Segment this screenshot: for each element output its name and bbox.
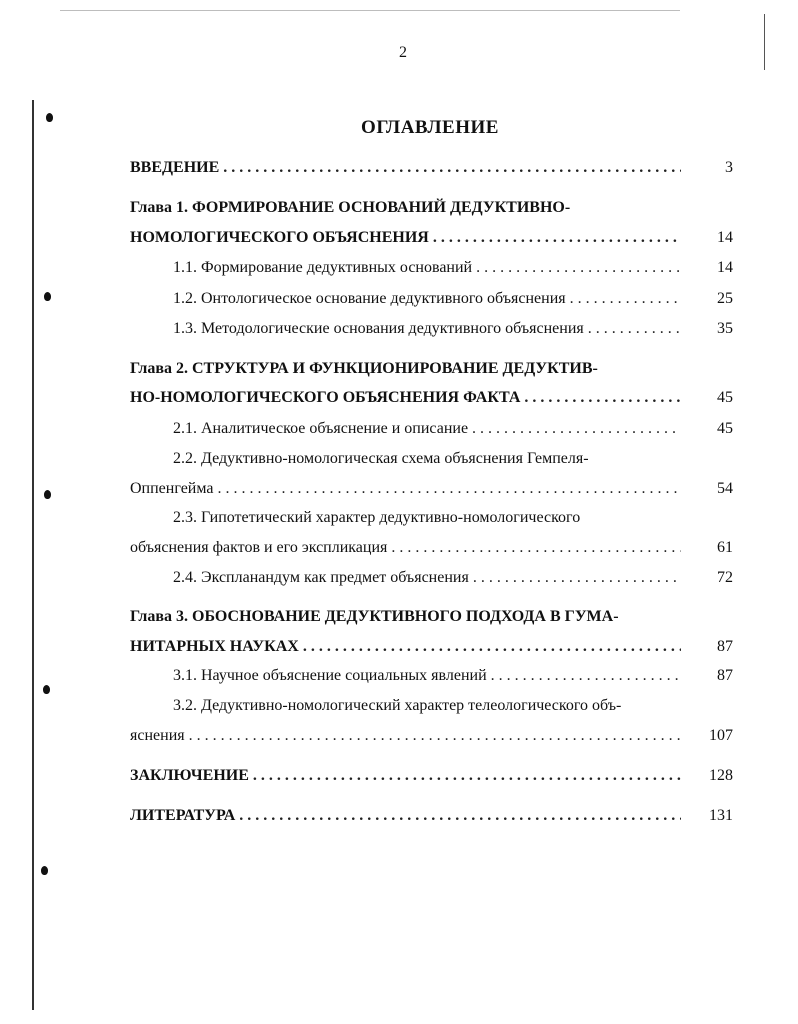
leader-dots (253, 766, 681, 786)
toc-entry-text: ЗАКЛЮЧЕНИЕ (130, 767, 249, 784)
toc-section[interactable] (173, 419, 733, 439)
toc-entry-text: 3.2. Дедуктивно-номологический характер телеологического объ- (173, 697, 622, 714)
toc-entry-text: Глава 1. ФОРМИРОВАНИЕ ОСНОВАНИЙ ДЕДУКТИВНО- (130, 199, 571, 216)
toc-section-continuation[interactable] (130, 538, 733, 558)
toc-entry-text: 2.3. Гипотетический характер дедуктивно-номологического (173, 509, 581, 526)
toc-entry-text: 1.2. Онтологическое основание дедуктивного объяснения (173, 290, 566, 307)
leader-dots (472, 419, 681, 439)
toc-chapter-heading[interactable] (130, 359, 733, 379)
leader-dots (223, 158, 681, 178)
toc-page-number: 87 (717, 638, 733, 655)
toc-entry-text: ВВЕДЕНИЕ (130, 159, 220, 176)
binding-hole-mark (44, 292, 51, 301)
toc-section[interactable] (173, 508, 733, 528)
toc-entry-text: ЛИТЕРАТУРА (130, 807, 236, 824)
leader-dots (239, 806, 681, 826)
leader-dots (476, 258, 681, 278)
toc-page-number: 25 (717, 290, 733, 307)
toc-page-number: 14 (717, 229, 733, 246)
toc-entry-text: НОМОЛОГИЧЕСКОГО ОБЪЯСНЕНИЯ (130, 229, 429, 246)
toc-entry-text: 2.4. Экспланандум как предмет объяснения (173, 569, 469, 586)
toc-section-continuation[interactable] (130, 726, 733, 746)
leader-dots (433, 228, 681, 248)
leader-dots (524, 388, 681, 408)
leader-dots (473, 568, 681, 588)
toc-page-number: 61 (717, 539, 733, 556)
toc-page-number: 35 (717, 320, 733, 337)
toc-entry-literature[interactable] (130, 806, 733, 826)
toc-entry-text: 1.1. Формирование дедуктивных оснований (173, 259, 473, 276)
toc-page-number: 107 (709, 727, 733, 744)
toc-entry-text: 2.2. Дедуктивно-номологическая схема объяснения Гемпеля- (173, 450, 589, 467)
leader-dots (491, 666, 681, 686)
toc-section[interactable] (173, 568, 733, 588)
toc-section[interactable] (173, 449, 733, 469)
toc-page-number: 131 (709, 807, 733, 824)
toc-page-number: 128 (709, 767, 733, 784)
toc-entry-text: объяснения фактов и его экспликация (130, 539, 388, 556)
toc-chapter-heading[interactable] (130, 637, 733, 657)
toc-page-number: 54 (717, 480, 733, 497)
leader-dots (303, 637, 681, 657)
toc-entry-introduction[interactable] (130, 158, 733, 178)
toc-entry-text: 1.3. Методологические основания дедуктивного объяснения (173, 320, 584, 337)
toc-section[interactable] (173, 666, 733, 686)
toc-entry-text: яснения (130, 727, 185, 744)
toc-section[interactable] (173, 258, 733, 278)
toc-chapter-heading[interactable] (130, 198, 733, 218)
toc-page-number: 14 (717, 259, 733, 276)
toc-section-continuation[interactable] (130, 479, 733, 499)
toc-chapter-heading[interactable] (130, 228, 733, 248)
toc-section[interactable] (173, 319, 733, 339)
leader-dots (189, 726, 681, 746)
toc-entry-text: 2.1. Аналитическое объяснение и описание (173, 420, 469, 437)
toc-entry-text: 3.1. Научное объяснение социальных явлений (173, 667, 487, 684)
leader-dots (570, 289, 681, 309)
toc-chapter-heading[interactable] (130, 388, 733, 408)
toc-page-number: 3 (725, 159, 733, 176)
binding-hole-mark (43, 685, 50, 694)
toc-page-number: 72 (717, 569, 733, 586)
toc-page-number: 87 (717, 667, 733, 684)
toc-entry-text: НИТАРНЫХ НАУКАХ (130, 638, 299, 655)
toc-entry-conclusion[interactable] (130, 766, 733, 786)
toc-entry-text: Глава 2. СТРУКТУРА И ФУНКЦИОНИРОВАНИЕ ДЕДУКТИВ- (130, 360, 598, 377)
leader-dots (391, 538, 681, 558)
scan-edge-left (32, 100, 34, 1010)
toc-section[interactable] (173, 289, 733, 309)
toc-entry-text: НО-НОМОЛОГИЧЕСКОГО ОБЪЯСНЕНИЯ ФАКТА (130, 389, 521, 406)
binding-hole-mark (41, 866, 48, 875)
leader-dots (588, 319, 681, 339)
scan-edge-top (60, 10, 680, 11)
toc-page-number: 45 (717, 420, 733, 437)
toc-entry-text: Глава 3. ОБОСНОВАНИЕ ДЕДУКТИВНОГО ПОДХОДА В ГУМА- (130, 608, 619, 625)
toc-chapter-heading[interactable] (130, 607, 733, 627)
binding-hole-mark (44, 490, 51, 499)
toc-section[interactable] (173, 696, 733, 716)
toc-entry-text: Оппенгейма (130, 480, 214, 497)
leader-dots (217, 479, 681, 499)
toc-page-number: 45 (717, 389, 733, 406)
page-number: 2 (399, 44, 407, 61)
page-title: ОГЛАВЛЕНИЕ (361, 117, 499, 138)
